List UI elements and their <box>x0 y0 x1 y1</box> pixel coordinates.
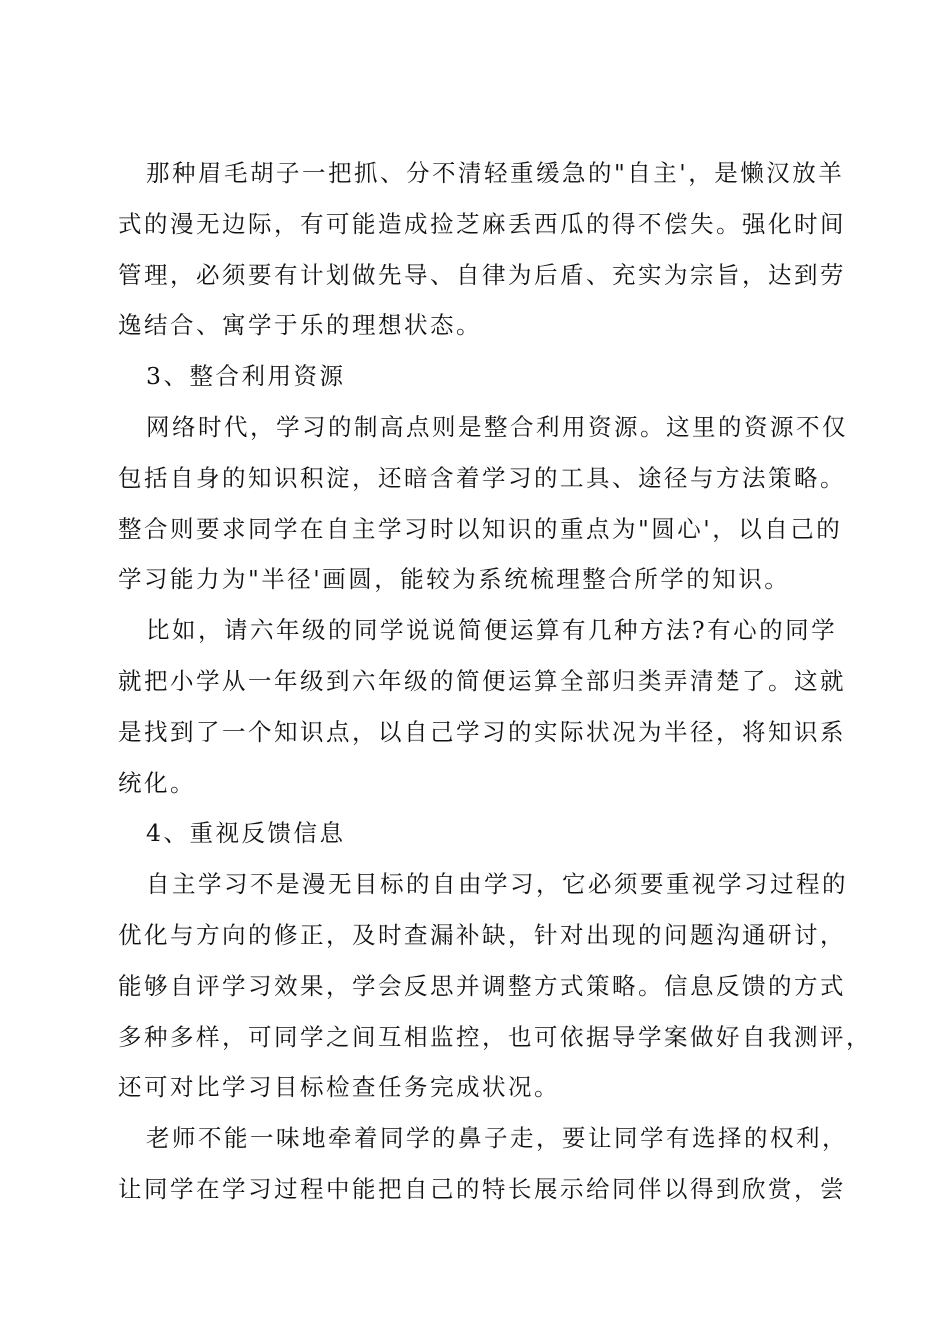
document-body <box>118 148 872 1215</box>
paragraph-line: 包括自身的知识积淀，还暗含着学习的工具、途径与方法策略。 <box>118 463 846 492</box>
paragraph-line: 老师不能一味地牵着同学的鼻子走，要让同学有选择的权利， <box>146 1124 848 1153</box>
paragraph-line: 统化。 <box>118 768 196 797</box>
paragraph-line: 就把小学从一年级到六年级的简便运算全部归类弄清楚了。这就 <box>118 666 846 695</box>
paragraph-line: 学习能力为"半径'画圆，能较为系统梳理整合所学的知识。 <box>118 565 791 594</box>
paragraph-line: 让同学在学习过程中能把自己的特长展示给同伴以得到欣赏，尝 <box>118 1174 846 1203</box>
paragraph-line: 逸结合、寓学于乐的理想状态。 <box>118 311 482 340</box>
paragraph-line: 比如，请六年级的同学说说简便运算有几种方法?有心的同学 <box>146 616 838 645</box>
paragraph-line: 式的漫无边际，有可能造成捡芝麻丢西瓜的得不偿失。强化时间 <box>118 209 846 238</box>
paragraph-line: 是找到了一个知识点，以自己学习的实际状况为半径，将知识系 <box>118 717 846 746</box>
paragraph-line: 优化与方向的修正，及时查漏补缺，针对出现的问题沟通研讨， <box>118 920 846 949</box>
paragraph-line: 还可对比学习目标检查任务完成状况。 <box>118 1073 560 1102</box>
paragraph-line: 网络时代，学习的制高点则是整合利用资源。这里的资源不仅 <box>146 412 848 441</box>
paragraph-line: 多种多样，可同学之间互相监控，也可依据导学案做好自我测评， <box>118 1022 872 1051</box>
section-heading: 3、整合利用资源 <box>146 362 346 391</box>
section-heading: 4、重视反馈信息 <box>146 819 346 848</box>
paragraph-line: 那种眉毛胡子一把抓、分不清轻重缓急的"自主'，是懒汉放羊 <box>146 159 845 187</box>
paragraph-line: 整合则要求同学在自主学习时以知识的重点为"圆心'，以自己的 <box>118 514 843 543</box>
paragraph-line: 能够自评学习效果，学会反思并调整方式策略。信息反馈的方式 <box>118 971 846 1000</box>
paragraph-line: 自主学习不是漫无目标的自由学习，它必须要重视学习过程的 <box>146 870 848 899</box>
paragraph-line: 管理，必须要有计划做先导、自律为后盾、充实为宗旨，达到劳 <box>118 260 846 289</box>
